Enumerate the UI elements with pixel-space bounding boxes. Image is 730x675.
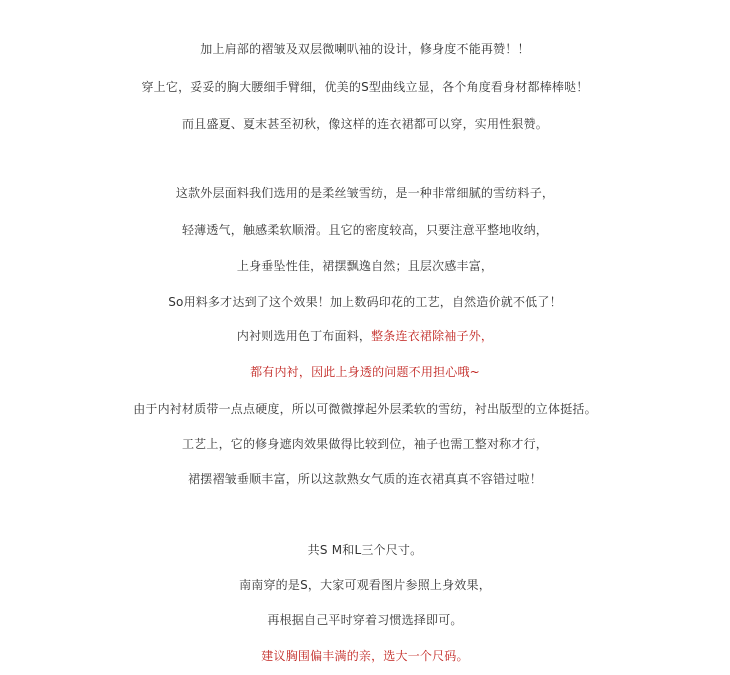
text-line: 轻薄透气，触感柔软顺滑。且它的密度较高，只要注意平整地收纳， <box>181 223 548 237</box>
text-line: 工艺上，它的修身遮肉效果做得比较到位，袖子也需工整对称才行， <box>181 437 548 451</box>
text-line: 由于内衬材质带一点点硬度，所以可微微撑起外层柔软的雪纺，衬出版型的立体挺括。 <box>133 402 597 416</box>
text-line: So用料多才达到了这个效果！加上数码印花的工艺，自然造价就不低了！ <box>168 295 562 309</box>
text-plain: 内衬则选用色丁布面料， <box>236 329 372 343</box>
text-line-mixed <box>0 328 730 344</box>
text-line: 南南穿的是S，大家可观看图片参照上身效果， <box>239 578 491 592</box>
text-line: 穿上它，妥妥的胸大腰细手臂细，优美的S型曲线立显，各个角度看身材都棒棒哒！ <box>141 80 589 94</box>
text-line: 共S M和L三个尺寸。 <box>307 543 423 557</box>
text-line: 再根据自己平时穿着习惯选择即可。 <box>267 613 463 627</box>
text-line: 加上肩部的褶皱及双层微喇叭袖的设计，修身度不能再赞！！ <box>200 42 530 56</box>
text-line: 而且盛夏、夏末甚至初秋，像这样的连衣裙都可以穿，实用性狠赞。 <box>181 117 548 131</box>
text-highlight: 整条连衣裙除袖子外， <box>371 329 494 343</box>
text-highlight-line: 都有内衬，因此上身透的问题不用担心哦~ <box>250 365 480 379</box>
text-highlight-line: 建议胸围偏丰满的亲，选大一个尺码。 <box>261 649 469 663</box>
text-line: 这款外层面料我们选用的是柔丝皱雪纺，是一种非常细腻的雪纺料子， <box>175 186 555 200</box>
text-line: 上身垂坠性佳，裙摆飘逸自然；且层次感丰富， <box>236 259 494 273</box>
text-line: 裙摆褶皱垂顺丰富，所以这款熟女气质的连衣裙真真不容错过啦！ <box>188 472 542 486</box>
